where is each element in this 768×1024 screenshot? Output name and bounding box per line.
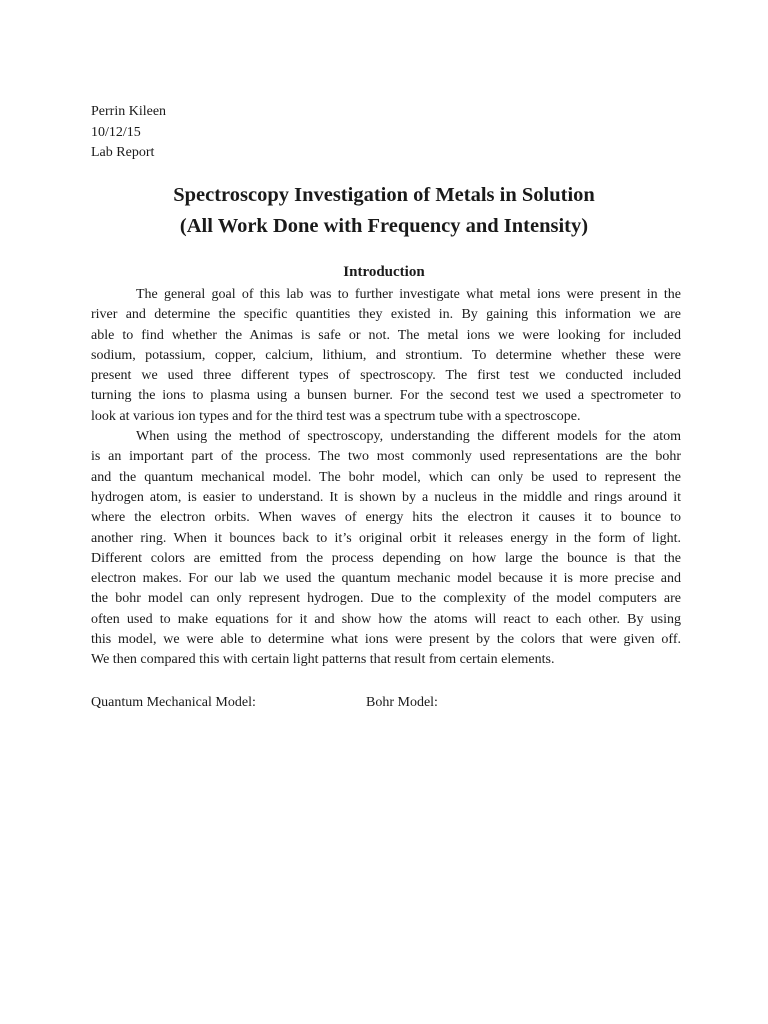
text-line: electron makes. For our lab we used the quantum mechanic model because it is more precise and: [91, 571, 681, 587]
text-line: We then compared this with certain light patterns that result from certain elements.: [91, 652, 555, 668]
text-line: Different colors are emitted from the process depending on how large the bounce is that the: [91, 550, 681, 566]
text-line: this model, we were able to determine what ions were present by the colors that were given off.: [91, 632, 681, 648]
text-line: another ring. When it bounces back to it’s original orbit it releases energy in the form of light.: [91, 530, 681, 546]
text-line: turning the ions to plasma using a bunsen burner. For the second test we used a spectrometer to: [91, 388, 681, 404]
text-line: able to find whether the Animas is safe or not. The metal ions we were looking for included: [91, 327, 681, 343]
text-line: and the quantum mechanical model. The bohr model, which can only be used to represent the: [91, 469, 681, 485]
document-type: Lab Report: [91, 145, 155, 160]
text-line: sodium, potassium, copper, calcium, lithium, and strontium. To determine whether these were: [91, 347, 681, 363]
introduction-body: [91, 285, 681, 671]
document-header: [91, 102, 166, 164]
text-line: The general goal of this lab was to further investigate what metal ions were present in the: [136, 287, 681, 302]
text-line: hydrogen atom, is easier to understand. It is shown by a nucleus in the middle and rings around it: [91, 489, 681, 505]
text-line: is an important part of the process. The two most commonly used representations are the bohr: [91, 449, 681, 465]
text-line: look at various ion types and for the third test was a spectrum tube with a spectroscope.: [91, 408, 581, 424]
title-line-1: Spectroscopy Investigation of Metals in Solution: [173, 184, 595, 206]
text-line: often used to make equations for it and show how the atoms will react to each other. By using: [91, 611, 681, 627]
text-line: river and determine the specific quantities they existed in. By gaining this information we are: [91, 307, 681, 323]
text-line: present we used three different types of spectroscopy. The first test we conducted included: [91, 368, 681, 384]
text-line: the bohr model can only represent hydrogen. Due to the complexity of the model computers are: [91, 591, 681, 607]
title-line-2: (All Work Done with Frequency and Intensity): [179, 215, 589, 237]
author-name: Perrin Kileen: [91, 104, 167, 119]
report-date: 10/12/15: [91, 124, 141, 140]
text-line: where the electron orbits. When waves of energy hits the electron it causes it to bounce to: [91, 510, 681, 526]
document-title: [0, 180, 768, 242]
quantum-model-label: Quantum Mechanical Model:: [91, 695, 256, 710]
bohr-model-label: Bohr Model:: [366, 695, 438, 710]
text-line: When using the method of spectroscopy, understanding the different models for the atom: [136, 429, 681, 445]
introduction-heading: Introduction: [343, 264, 425, 280]
